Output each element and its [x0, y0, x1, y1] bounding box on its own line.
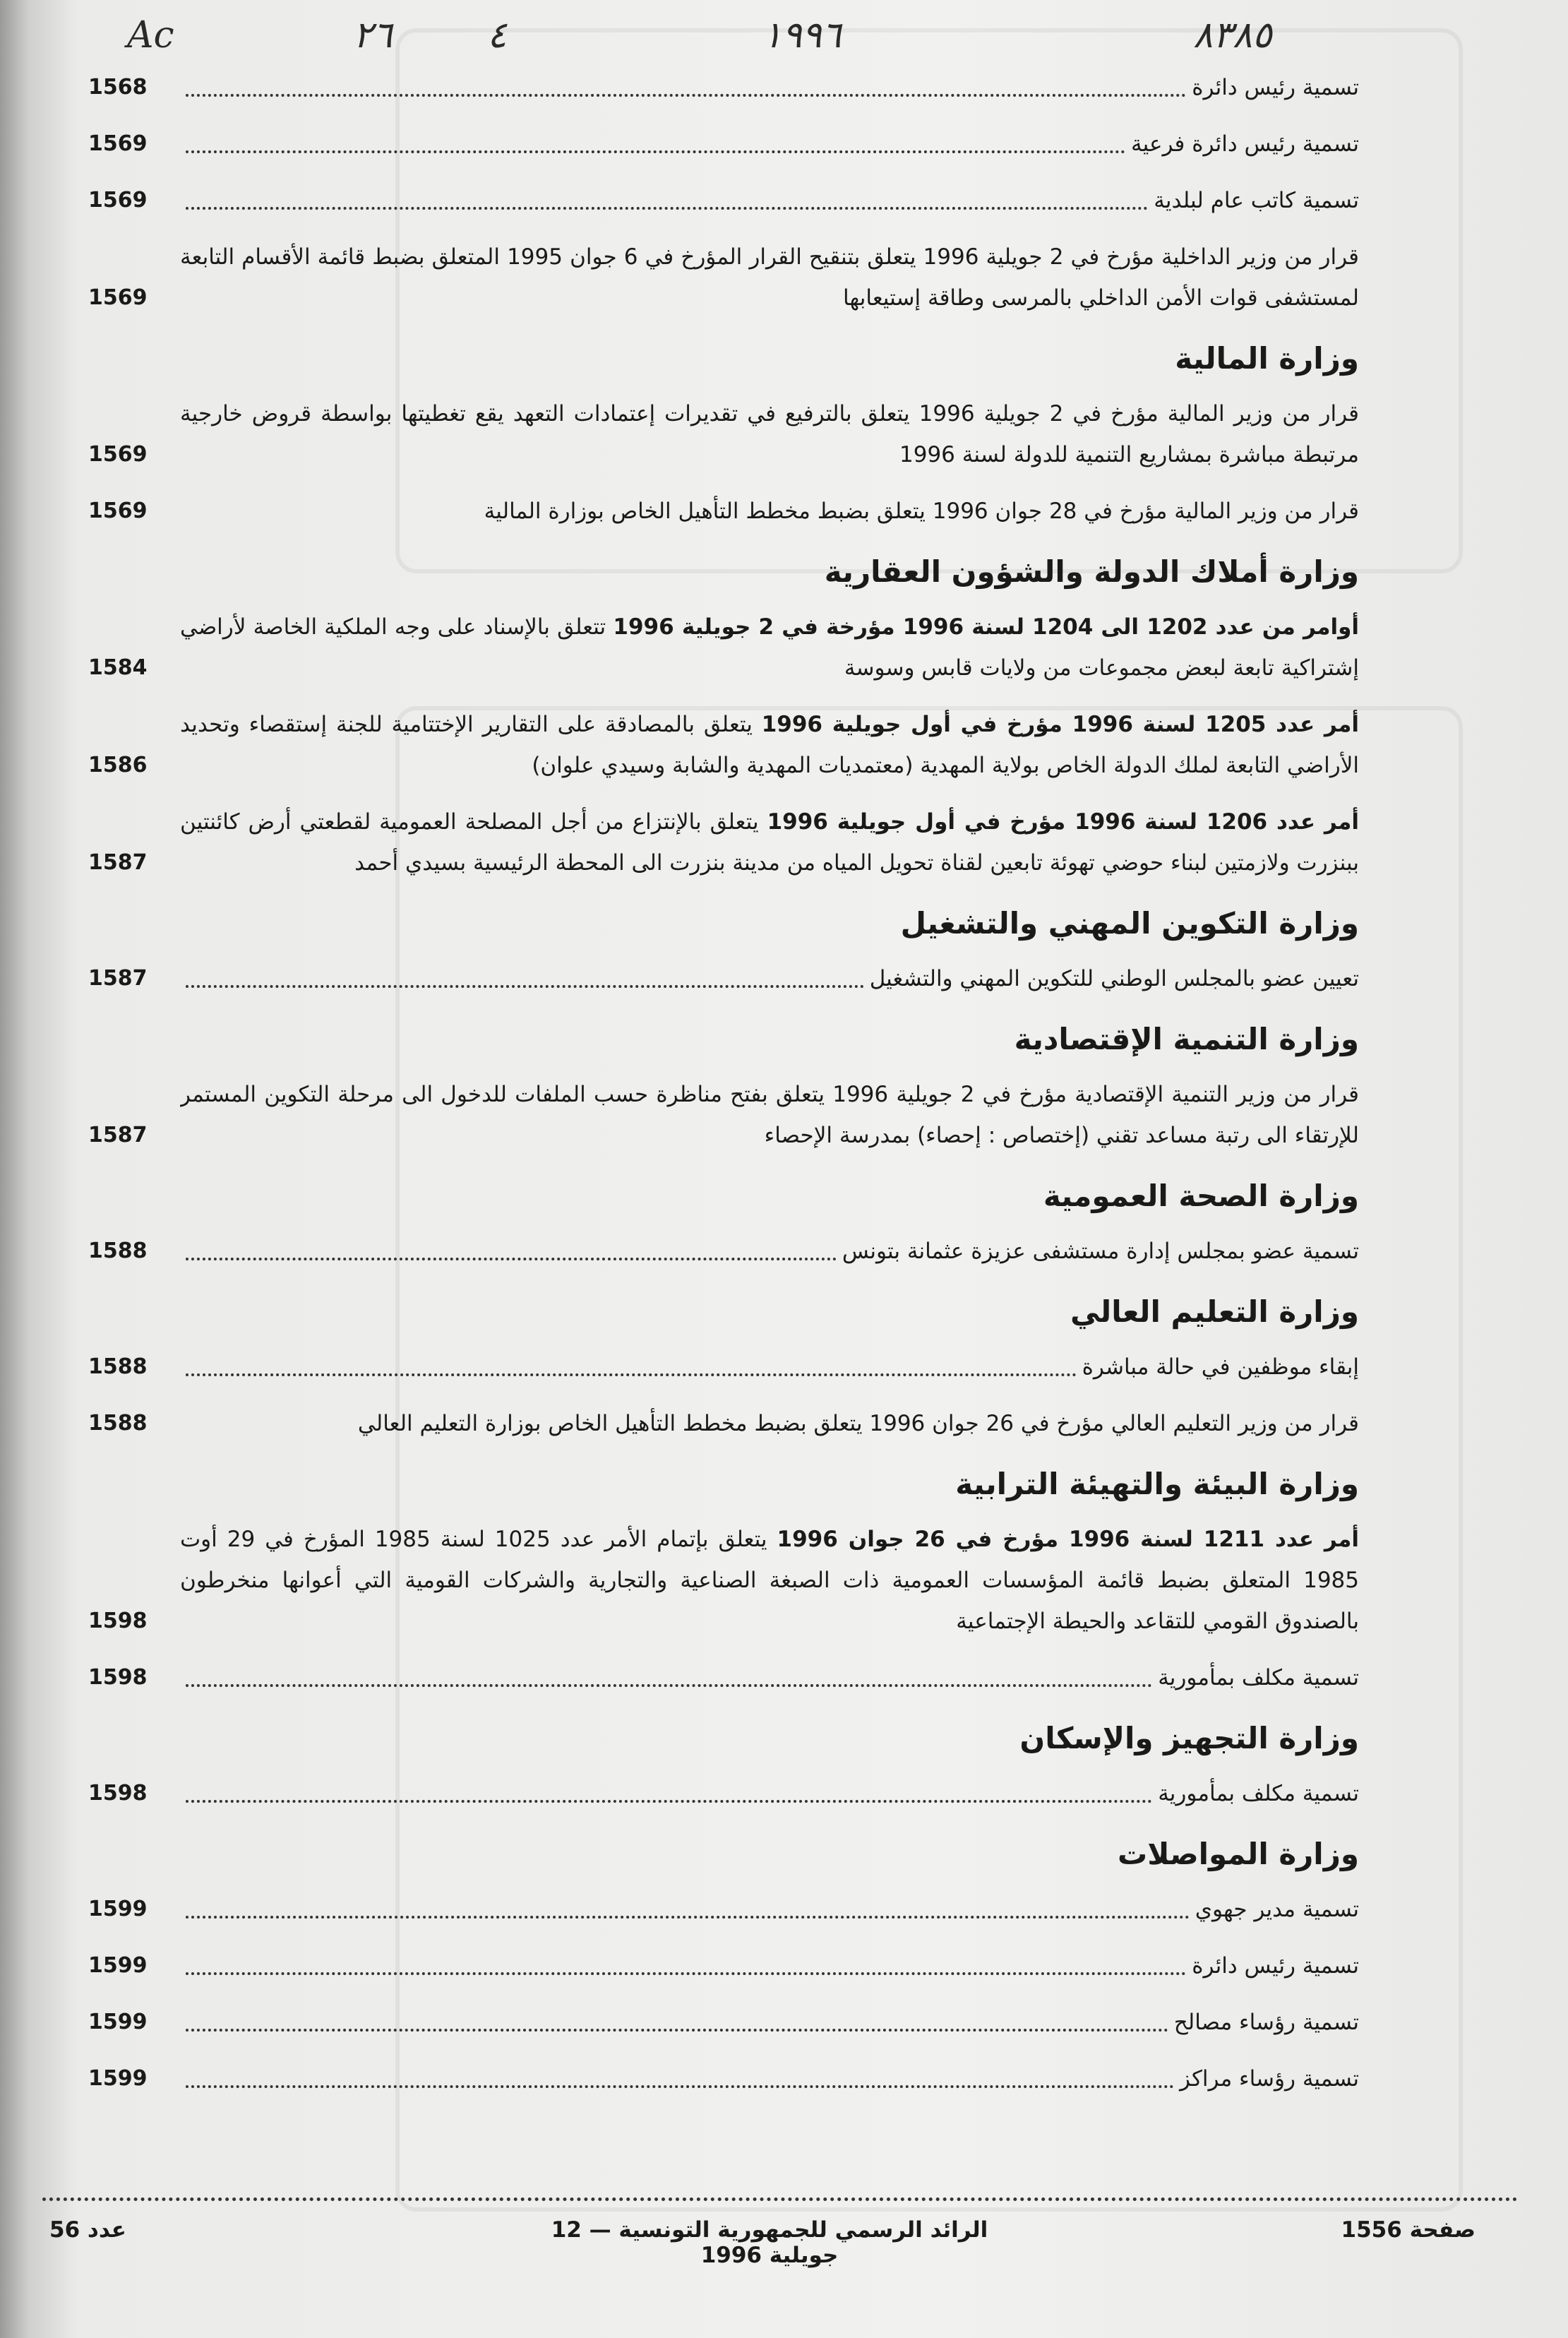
entry-page-number: 1569 [88, 131, 148, 156]
entry-page-number: 1598 [88, 1609, 148, 1633]
entry-description [180, 1074, 1359, 1156]
toc-entry [88, 180, 1359, 221]
entry-page-number: 1569 [88, 499, 148, 523]
journal-title: الرائد الرسمي للجمهورية التونسية — 12 جويلية 1996 [551, 2217, 988, 2268]
entry-description [180, 491, 1359, 532]
entry-page-number: 1599 [88, 2066, 148, 2091]
ministry-heading: وزارة التجهيز والإسكان [1019, 1721, 1359, 1755]
dot-leader [186, 1972, 1186, 1975]
entry-text: قرار من وزير الداخلية مؤرخ في 2 جويلية 1996 يتعلق بتنقيح القرار المؤرخ في 6 جوان 1995 المتعلق بضبط قائمة الأقسام التابعة لمستشفى قوات الأمن الداخلي بالمرسى وطاقة إستيعابها [180, 244, 1359, 311]
page-footer [49, 2217, 1518, 2268]
entry-page-number: 1588 [88, 1239, 148, 1263]
toc-entry [88, 67, 1359, 108]
ministry-heading: وزارة التكوين المهني والتشغيل [900, 906, 1359, 941]
dot-leader [186, 1684, 1152, 1687]
ministry-heading: وزارة الصحة العمومية [1043, 1179, 1359, 1213]
toc-entry [88, 393, 1359, 475]
entry-page-number: 1586 [88, 753, 148, 777]
toc-entry [88, 801, 1359, 883]
entry-text: قرار من وزير التعليم العالي مؤرخ في 26 جوان 1996 يتعلق بضبط مخطط التأهيل الخاص بوزارة التعليم العالي [357, 1411, 1359, 1436]
toc-entry [88, 124, 1359, 165]
toc-entry [88, 1889, 1359, 1930]
toc-entry [88, 2058, 1359, 2099]
dot-leader [186, 2085, 1174, 2088]
entry-title: إبقاء موظفين في حالة مباشرة [1082, 1354, 1359, 1380]
entry-page-number: 1599 [88, 1953, 148, 1978]
handwritten-note: Ac [127, 14, 174, 56]
entry-title: تسمية رئيس دائرة [1192, 1953, 1359, 1979]
entry-page-number: 1568 [88, 75, 148, 100]
toc-entry [88, 237, 1359, 318]
entry-lead: أمر عدد 1211 لسنة 1996 مؤرخ في 26 جوان 1996 [777, 1527, 1359, 1552]
entry-description [180, 704, 1359, 786]
footer-divider [42, 2197, 1518, 2201]
toc-entry [88, 1074, 1359, 1156]
dot-leader [186, 985, 864, 988]
entry-description [180, 393, 1359, 475]
toc-entry [88, 491, 1359, 532]
ministry-heading: وزارة البيئة والتهيئة الترابية [955, 1467, 1359, 1501]
toc-entry [88, 1773, 1359, 1814]
ministry-heading: وزارة التعليم العالي [1070, 1294, 1359, 1329]
toc-entry [88, 704, 1359, 786]
entry-page-number: 1598 [88, 1781, 148, 1806]
dot-leader [186, 94, 1186, 97]
entry-text: قرار من وزير المالية مؤرخ في 2 جويلية 1996 يتعلق بالترفيع في تقديرات إعتمادات التعهد يقع تغطيتها بواسطة قروض خارجية مرتبطة مباشرة بمشاريع التنمية للدولة لسنة 1996 [180, 401, 1359, 467]
handwritten-note: ٨٣٨٥ [1193, 14, 1272, 56]
dot-leader [186, 150, 1125, 153]
entry-description [180, 1403, 1359, 1444]
dot-leader [186, 1916, 1190, 1919]
entry-title: تسمية رئيس دائرة فرعية [1130, 131, 1359, 157]
entry-description [180, 237, 1359, 318]
handwritten-note: ١٩٩٦ [762, 14, 842, 56]
entry-page-number: 1569 [88, 442, 148, 467]
entry-text: قرار من وزير المالية مؤرخ في 28 جوان 1996 يتعلق بضبط مخطط التأهيل الخاص بوزارة المالية [484, 499, 1359, 524]
entry-page-number: 1587 [88, 966, 148, 991]
entry-text: قرار من وزير التنمية الإقتصادية مؤرخ في 2 جويلية 1996 يتعلق بفتح مناظرة حسب الملفات للدخول الى مرحلة التكوين المستمر للإرتقاء الى رتبة مساعد تقني (إختصاص : إحصاء) بمدرسة الإحصاء [180, 1082, 1359, 1148]
toc-entry [88, 1403, 1359, 1444]
entry-text: يتعلق بالمصادقة على التقارير الإختتامية للجنة إستقصاء وتحديد الأراضي التابعة لملك الدولة الخاص بولاية المهدية (معتمديات المهدية والشابة وسيدي علوان) [180, 712, 1359, 778]
entry-page-number: 1587 [88, 850, 148, 875]
entry-title: تسمية كاتب عام لبلدية [1154, 188, 1359, 213]
entry-title: تسمية مكلف بمأمورية [1158, 1665, 1359, 1690]
entry-text: تتعلق بالإسناد على وجه الملكية الخاصة لأراضي إشتراكية تابعة لبعض مجموعات من ولايات قابس وسوسة [180, 614, 1359, 681]
dot-leader [186, 1800, 1152, 1803]
toc-entry [88, 2002, 1359, 2043]
entry-text: يتعلق بإتمام الأمر عدد 1025 لسنة 1985 المؤرخ في 29 أوت 1985 المتعلق بضبط قائمة المؤسسات العمومية ذات الصبغة الصناعية والتجارية والشركات القومية التي أعوانها منخرطون بالصندوق القومي للتقاعد والحيطة الإجتماعية [180, 1527, 1359, 1634]
entry-title: تسمية رئيس دائرة [1192, 75, 1359, 100]
entry-description [180, 607, 1359, 688]
entry-title: تسمية رؤساء مراكز [1179, 2066, 1359, 2092]
dot-leader [186, 207, 1148, 210]
table-of-contents [88, 67, 1359, 2115]
entry-title: تسمية مكلف بمأمورية [1158, 1781, 1359, 1806]
toc-entry [88, 1231, 1359, 1272]
issue-number: عدد 56 [49, 2217, 126, 2243]
entry-title: تسمية عضو بمجلس إدارة مستشفى عزيزة عثمانة بتونس [842, 1239, 1359, 1264]
entry-text: يتعلق بالإنتزاع من أجل المصلحة العمومية لقطعتي أرض كائنتين ببنزرت ولازمتين لبناء حوضي تهوئة تابعين لقناة تحويل المياه من مدينة بنزرت الى المحطة الرئيسية بسيدي أحمد [180, 809, 1359, 876]
entry-lead: أمر عدد 1205 لسنة 1996 مؤرخ في أول جويلية 1996 [761, 712, 1359, 737]
entry-page-number: 1584 [88, 655, 148, 680]
entry-lead: أوامر من عدد 1202 الى 1204 لسنة 1996 مؤرخة في 2 جويلية 1996 [613, 614, 1359, 640]
ministry-heading: وزارة المالية [1175, 341, 1359, 376]
dot-leader [186, 1258, 837, 1260]
toc-entry [88, 607, 1359, 688]
entry-description [180, 1519, 1359, 1642]
entry-title: تعيين عضو بالمجلس الوطني للتكوين المهني والتشغيل [869, 966, 1359, 991]
toc-entry [88, 1945, 1359, 1986]
entry-title: تسمية رؤساء مصالح [1173, 2010, 1359, 2035]
handwritten-note: ٢٦ [353, 14, 393, 56]
entry-page-number: 1598 [88, 1665, 148, 1690]
entry-page-number: 1569 [88, 188, 148, 213]
toc-entry [88, 1657, 1359, 1698]
page-number: صفحة 1556 [1341, 2217, 1476, 2243]
entry-page-number: 1569 [88, 285, 148, 310]
ministry-heading: وزارة أملاك الدولة والشؤون العقارية [824, 554, 1359, 589]
toc-entry [88, 1347, 1359, 1388]
dot-leader [186, 2029, 1168, 2032]
ministry-heading: وزارة التنمية الإقتصادية [1014, 1022, 1359, 1056]
ministry-heading: وزارة المواصلات [1117, 1837, 1359, 1871]
entry-page-number: 1599 [88, 2010, 148, 2034]
entry-title: تسمية مدير جهوي [1195, 1897, 1359, 1922]
entry-lead: أمر عدد 1206 لسنة 1996 مؤرخ في أول جويلية 1996 [767, 809, 1359, 835]
handwritten-note: ٤ [487, 14, 507, 56]
entry-page-number: 1587 [88, 1123, 148, 1147]
entry-description [180, 801, 1359, 883]
toc-entry [88, 1519, 1359, 1642]
dot-leader [186, 1373, 1077, 1376]
entry-page-number: 1588 [88, 1411, 148, 1436]
entry-page-number: 1588 [88, 1354, 148, 1379]
toc-entry [88, 958, 1359, 999]
entry-page-number: 1599 [88, 1897, 148, 1921]
